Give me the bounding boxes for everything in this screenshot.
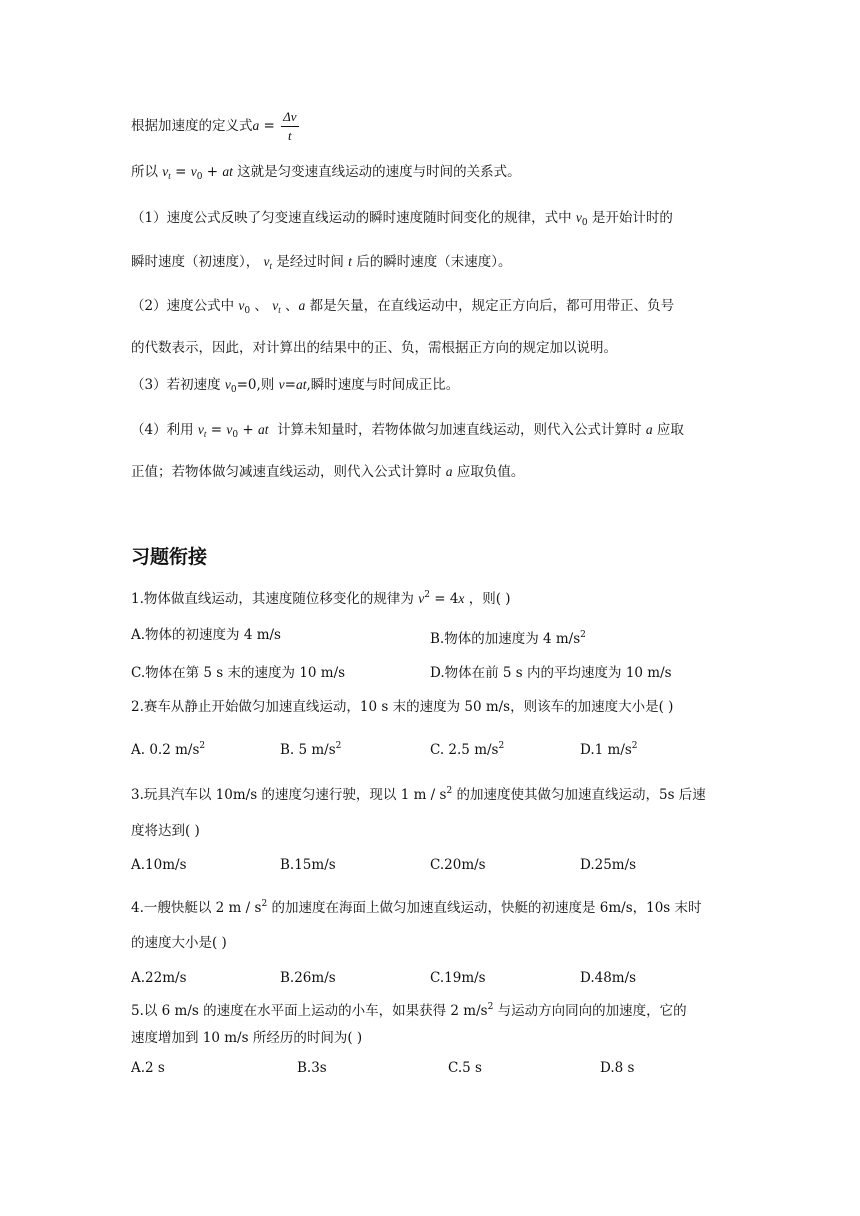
question-4-option-d: D.48m/s [580, 970, 637, 986]
fraction: $\frac{\Delta v}{t}$ [283, 109, 297, 143]
point-1-line-2: 瞬时速度（初速度）， $v_t$ 是经过时间 t 后的瞬时速度（末速度）。 [131, 254, 512, 271]
question-2-option-c: C. 2.5 $m/s^2$ [430, 741, 505, 758]
relation-line: 所以 $v_t = v_0$ + at 这就是匀变速直线运动的速度与时间的关系式。 [131, 164, 521, 182]
question-2-option-a: A. 0.2 $m/s^2$ [131, 741, 206, 758]
question-4-option-b: B.26m/s [280, 970, 336, 986]
question-1-option-c: C.物体在第 5 s 末的速度为 10 m/s [131, 665, 346, 681]
question-2-stem: 2.赛车从静止开始做匀加速直线运动，10 s 末的速度为 50 m/s，则该车的加速度大小是( ) [131, 699, 674, 715]
question-5-option-c: C.5 s [448, 1060, 482, 1076]
definition-line: 根据加速度的定义式a = $\frac{\Delta v}{t}$ [131, 109, 297, 143]
point-2-line-2: 的代数表示，因此，对计算出的结果中的正、负，需根据正方向的规定加以说明。 [131, 340, 617, 356]
question-5-stem-line-1: 5.以 6 m/s 的速度在水平面上运动的小车，如果获得 2 $m/s^2$ 与运动方向同向的加速度，它的 [131, 1002, 687, 1019]
point-1-line-1: （1）速度公式反映了匀变速直线运动的瞬时速度随时间变化的规律，式中 $v_0$ 是开始计时的 [131, 210, 673, 228]
question-3-option-d: D.25m/s [580, 857, 637, 873]
question-1-option-b: B.物体的加速度为 4 $m/s^2$ [430, 630, 586, 647]
question-3-stem-line-2: 度将达到( ) [131, 823, 200, 839]
point-4-line-2: 正值；若物体做匀减速直线运动，则代入公式计算时 a 应取负值。 [131, 464, 525, 480]
definition-text: 根据加速度的定义式 [131, 118, 253, 134]
question-5-stem-line-2: 速度增加到 10 m/s 所经历的时间为( ) [131, 1030, 363, 1046]
point-2-line-1: （2）速度公式中 $v_0$ 、 $v_t$ 、a 都是矢量，在直线运动中，规定正方向后，都可用带正、负号 [131, 298, 675, 316]
question-1-stem: 1.物体做直线运动，其速度随位移变化的规律为 $v^2 = 4x$ ，则( ) [131, 590, 511, 607]
question-3-option-b: B.15m/s [280, 857, 336, 873]
question-4-stem-line-2: 的速度大小是( ) [131, 935, 227, 951]
question-4-option-c: C.19m/s [430, 970, 486, 986]
question-2-option-b: B. 5 $m/s^2$ [280, 741, 342, 758]
question-5-option-a: A.2 s [131, 1060, 165, 1076]
question-2-option-d: D.1 $m/s^2$ [580, 741, 638, 758]
point-4-line-1: （4）利用 $v_t = v_0$ + at 计算未知量时，若物体做匀加速直线运动，则代入公式计算时 a 应取 [131, 422, 684, 440]
section-heading: 习题衔接 [131, 546, 208, 568]
question-1-option-d: D.物体在前 5 s 内的平均速度为 10 m/s [430, 665, 672, 681]
question-3-stem-line-1: 3.玩具汽车以 10m/s 的速度匀速行驶，现以 1 m / $s^2$ 的加速度使其做匀加速直线运动，5s 后速 [131, 786, 706, 803]
question-5-option-d: D.8 s [600, 1060, 635, 1076]
question-1-option-a: A.物体的初速度为 4 m/s [131, 627, 281, 643]
question-3-option-c: C.20m/s [430, 857, 486, 873]
question-5-option-b: B.3s [297, 1060, 327, 1076]
question-4-stem-line-1: 4.一艘快艇以 2 m / $s^2$ 的加速度在海面上做匀加速直线运动，快艇的初速度是 6m/s，10s 末时 [131, 899, 702, 916]
question-3-option-a: A.10m/s [131, 857, 187, 873]
point-3-line: （3）若初速度 $v_0=0$,则 v=at,瞬时速度与时间成正比。 [131, 377, 460, 395]
question-4-option-a: A.22m/s [131, 970, 187, 986]
